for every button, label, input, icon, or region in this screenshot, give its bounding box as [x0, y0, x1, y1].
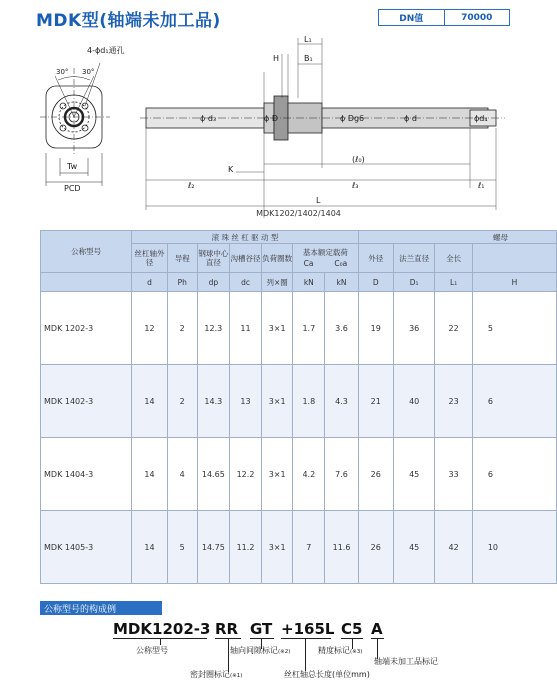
- technical-drawing: [0, 28, 557, 224]
- b1-label: B₁: [304, 54, 313, 63]
- cell: 12.3: [197, 292, 229, 365]
- cell-model: MDK 1404-3: [41, 438, 132, 511]
- col-header: 丝杠轴外 径: [132, 244, 167, 273]
- cell: 3×1: [262, 365, 293, 438]
- cell: 4: [167, 438, 197, 511]
- cell: 7.6: [325, 438, 358, 511]
- cell: 2: [167, 292, 197, 365]
- unit-header: D₁: [393, 273, 435, 292]
- col-header: 钢球中心直径: [197, 244, 229, 273]
- unit-header: kN: [325, 273, 358, 292]
- bolt-hole: [82, 125, 88, 131]
- cell: 1.8: [293, 365, 325, 438]
- cell: 14: [132, 511, 167, 584]
- table-row: [41, 511, 557, 584]
- cell: 13: [229, 365, 261, 438]
- cell: 45: [393, 438, 435, 511]
- note-end: 轴端未加工品标记: [374, 657, 438, 666]
- l1-label: L₁: [304, 35, 312, 44]
- load-group-header: 基本额定载荷 Ca C₀a: [293, 244, 358, 273]
- unit-header: H: [472, 273, 556, 292]
- cell: 14: [132, 438, 167, 511]
- unit-header: D: [358, 273, 393, 292]
- table-row: [41, 438, 557, 511]
- cell: 2: [167, 365, 197, 438]
- unit-header: L₁: [435, 273, 472, 292]
- table-row: [41, 365, 557, 438]
- shaft-d-label: ϕ d: [404, 114, 417, 123]
- note-seal: 密封圈标记(※1): [190, 670, 243, 679]
- cell: 5: [472, 292, 556, 365]
- col-header: 导程: [167, 244, 197, 273]
- note-clearance: 轴向间隙标记(※2): [230, 646, 291, 655]
- col-header: [472, 244, 556, 273]
- cell: 10: [472, 511, 556, 584]
- dn-value: 70000: [444, 10, 510, 25]
- cell: 26: [358, 438, 393, 511]
- bolt-hole: [60, 125, 66, 131]
- cell: 3.6: [325, 292, 358, 365]
- code-section-label: 公称型号的构成例: [40, 601, 162, 615]
- cell: 45: [393, 511, 435, 584]
- cell: 33: [435, 438, 472, 511]
- angle-label: 30°: [82, 68, 95, 76]
- code-part-length: +165L: [281, 620, 335, 638]
- group-screw-header: 滚 珠 丝 杠 驱 动 型: [132, 231, 358, 244]
- cell: 4.3: [325, 365, 358, 438]
- col-header: C₀a: [334, 259, 348, 268]
- col-header: 外径: [358, 244, 393, 273]
- dg6-label: ϕ Dg6: [340, 114, 365, 123]
- code-part-end: A: [371, 620, 383, 638]
- cell: 14.75: [197, 511, 229, 584]
- cell: 7: [293, 511, 325, 584]
- angle-label: 30°: [56, 68, 69, 76]
- unit-header: dc: [229, 273, 261, 292]
- code-part-model: MDK1202-3: [113, 620, 211, 638]
- table-row: [41, 292, 557, 365]
- col-model-header: 公称型号: [41, 231, 132, 273]
- cell: 6: [472, 365, 556, 438]
- cell: 12.2: [229, 438, 261, 511]
- cell-model: MDK 1402-3: [41, 365, 132, 438]
- l1-end-label: ℓ₁: [478, 181, 485, 190]
- cell: 1.7: [293, 292, 325, 365]
- cell: 40: [393, 365, 435, 438]
- cell-model: MDK 1405-3: [41, 511, 132, 584]
- cell: 3×1: [262, 438, 293, 511]
- unit-header: d: [132, 273, 167, 292]
- group-nut-header: 螺母: [358, 231, 556, 244]
- note-model: 公称型号: [136, 646, 168, 655]
- code-part-seal: RR: [215, 620, 239, 638]
- unit-header: kN: [293, 273, 325, 292]
- code-part-clearance: GT: [250, 620, 273, 638]
- cell: 11.2: [229, 511, 261, 584]
- l3-label: ℓ₃: [352, 181, 359, 190]
- dn-label: DN值: [399, 14, 424, 24]
- bolt-hole: [60, 103, 66, 109]
- d-label: ϕ D: [264, 114, 278, 123]
- l0-label: (ℓ₀): [352, 155, 365, 164]
- shaft-side-view: [140, 38, 505, 218]
- cell: 14: [132, 365, 167, 438]
- leader-line: [228, 639, 229, 672]
- d3-label: ϕ d₃: [200, 114, 217, 123]
- cell: 4.2: [293, 438, 325, 511]
- hole-note: 4-ϕd₁通孔: [87, 46, 125, 55]
- cell: 36: [393, 292, 435, 365]
- cell: 12: [132, 292, 167, 365]
- cell: 22: [435, 292, 472, 365]
- cell: 6: [472, 438, 556, 511]
- unit-header: 列×圈: [262, 273, 293, 292]
- code-underline: [281, 638, 331, 639]
- col-header: 负荷圈数: [262, 244, 293, 273]
- cell: 26: [358, 511, 393, 584]
- note-length: 丝杠轴总长度(单位mm): [284, 670, 370, 679]
- dn-value-box: [378, 9, 510, 26]
- cell: 11: [229, 292, 261, 365]
- cell: 3×1: [262, 292, 293, 365]
- leader-line: [305, 639, 306, 671]
- cell-model: MDK 1202-3: [41, 292, 132, 365]
- unit-header: Ph: [167, 273, 197, 292]
- code-underline: [250, 638, 274, 639]
- l2-label: ℓ₂: [188, 181, 195, 190]
- pcd-label: PCD: [64, 184, 81, 193]
- col-header: Ca: [303, 259, 314, 268]
- cell: 14.65: [197, 438, 229, 511]
- note-accuracy: 精度标记(※3): [318, 646, 363, 655]
- cell: 23: [435, 365, 472, 438]
- cell: 11.6: [325, 511, 358, 584]
- col-header: 法兰直径: [393, 244, 435, 273]
- d4-label: ϕd₄: [474, 114, 488, 123]
- h-label: H: [273, 54, 280, 63]
- drawing-caption: MDK1202/1402/1404: [256, 209, 341, 218]
- l-label: L: [316, 196, 321, 205]
- spec-table: [40, 230, 557, 584]
- unit-header: dp: [197, 273, 229, 292]
- cell: 19: [358, 292, 393, 365]
- cell: 5: [167, 511, 197, 584]
- page-title: MDK型(轴端未加工品): [36, 11, 221, 31]
- col-header: 全长: [435, 244, 472, 273]
- cell: 21: [358, 365, 393, 438]
- k-label: K: [228, 165, 234, 174]
- tw-label: Tw: [67, 162, 78, 171]
- cell: 14.3: [197, 365, 229, 438]
- cell: 3×1: [262, 511, 293, 584]
- cell: 42: [435, 511, 472, 584]
- code-part-accuracy: C5: [341, 620, 363, 638]
- col-header: 沟槽谷径: [229, 244, 261, 273]
